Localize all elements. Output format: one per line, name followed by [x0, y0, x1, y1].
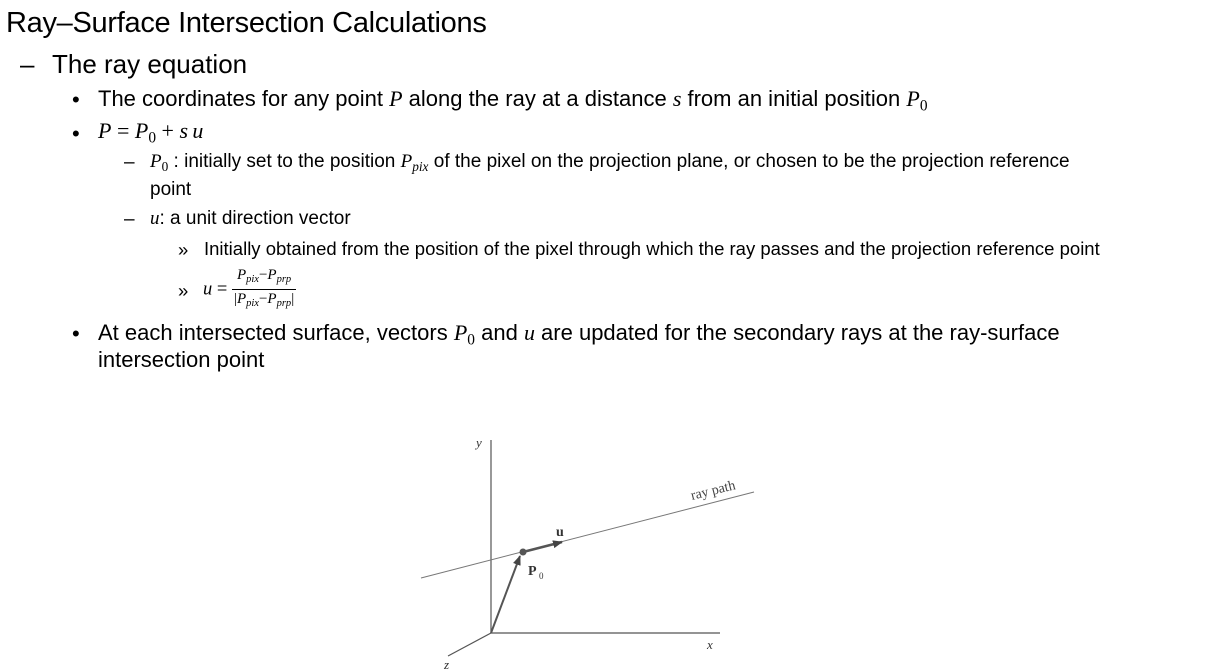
math-P: P — [98, 118, 112, 143]
ray-path-line — [421, 492, 754, 578]
subbullet-p0-continuation: point — [150, 179, 192, 200]
math-sub-prp: prp — [276, 274, 292, 286]
math-P0-base: P — [134, 118, 149, 143]
bullet-marker: • — [72, 87, 80, 112]
text-span: are updated for the secondary rays at the ray-surface — [534, 320, 1060, 345]
math-sub-pix: pix — [246, 274, 259, 286]
u-label: u — [556, 525, 564, 540]
text-span: : a unit direction vector — [159, 208, 351, 229]
z-axis — [448, 633, 491, 656]
bullet-marker: • — [72, 321, 80, 346]
slide-title: Ray–Surface Intersection Calculations — [6, 7, 487, 39]
text-span: of the pixel on the projection plane, or chosen to be the projection reference — [428, 151, 1070, 172]
ray-path-label: ray path — [689, 478, 738, 504]
text-span: along the ray at a distance — [402, 86, 673, 111]
math-sub-pix: pix — [246, 298, 259, 310]
u-vector — [523, 542, 562, 552]
section-dash: – — [20, 49, 35, 79]
math-Ppix-sub: pix — [412, 158, 429, 174]
math-P: P — [267, 291, 277, 308]
math-u: u — [203, 279, 213, 300]
math-abs-bar: | — [233, 291, 237, 308]
math-P0-sub: 0 — [148, 129, 157, 147]
p0-vector — [491, 556, 520, 633]
math-sub-prp: prp — [276, 298, 292, 310]
text-span: The coordinates for any point — [98, 86, 390, 111]
x-axis-label: x — [707, 637, 713, 652]
math-P: P — [236, 291, 247, 308]
math-s: s — [672, 86, 682, 111]
math-P: P — [236, 267, 247, 283]
sub-dash: – — [124, 209, 135, 230]
math-P0-base: P — [906, 86, 920, 111]
math-equals: = — [111, 118, 135, 143]
math-P0-sub: 0 — [467, 331, 475, 349]
subsub-initially-obtained: Initially obtained from the position of the pixel through which the ray passes and the projection reference point — [204, 238, 1100, 259]
math-abs-bar: | — [291, 291, 295, 308]
section-heading: The ray equation — [52, 49, 248, 79]
math-s: s — [179, 118, 189, 143]
math-equals: = — [212, 279, 232, 300]
math-P0-sub: 0 — [919, 97, 928, 115]
bullet-marker: • — [72, 121, 80, 146]
math-P: P — [389, 86, 403, 111]
math-plus: + — [156, 118, 180, 143]
text-span: At each intersected surface, vectors — [98, 320, 454, 345]
text-span: from an initial position — [681, 86, 907, 111]
math-P0-base: P — [150, 151, 162, 172]
math-u: u — [523, 320, 535, 345]
math-P0-base: P — [453, 320, 468, 345]
math-u: u — [150, 208, 160, 229]
y-axis-label: y — [476, 435, 482, 450]
math-minus: − — [258, 291, 268, 308]
subsub-marker: » — [178, 280, 189, 301]
bullet-intersected-continuation: intersection point — [98, 347, 265, 372]
p0-point — [520, 549, 527, 556]
p0-label-sub: 0 — [539, 571, 544, 581]
text-span: and — [475, 320, 524, 345]
math-P0-sub: 0 — [161, 158, 169, 174]
math-P: P — [267, 267, 277, 283]
math-Ppix-base: P — [400, 151, 413, 172]
p0-label: P — [528, 564, 537, 579]
subsub-marker: » — [178, 239, 189, 260]
text-span: : initially set to the position — [168, 151, 401, 172]
math-u: u — [192, 118, 204, 143]
math-minus: − — [258, 267, 268, 283]
sub-dash: – — [124, 152, 135, 173]
z-axis-label: z — [444, 657, 450, 672]
